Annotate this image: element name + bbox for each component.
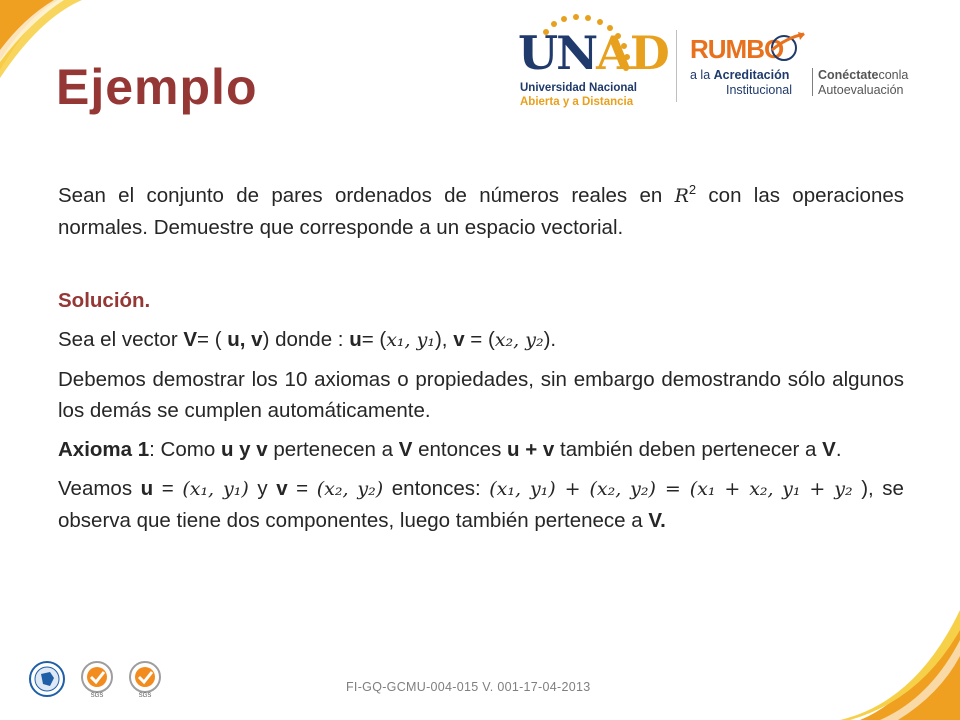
vector-definition (58, 324, 904, 356)
rumbo-line2: Institucional (726, 83, 793, 97)
vec-math-u: x₁, y₁ (386, 328, 435, 351)
vec-text-1: Sea el vector (58, 327, 184, 351)
axiom-1-label: Axioma 1 (58, 437, 150, 461)
unad-word-accent: AD (596, 26, 668, 80)
unad-word-main: UN (518, 26, 597, 80)
rumbo-right-line1 (818, 68, 908, 82)
ax-text-5: . (835, 437, 842, 461)
rumbo-acreditacion-logo (690, 34, 930, 104)
ax-bold-sum: u + v (507, 437, 555, 461)
slide-content (58, 174, 904, 544)
rumbo-right1-bold: Conéctate (818, 68, 879, 82)
ve-math-3: (x₁, y₁) + (x₂, y₂) = (x₁ + x₂, (489, 477, 774, 500)
rumbo-right1-rest: conla (878, 68, 909, 82)
unad-wordmark (518, 26, 668, 80)
ax-text-3: entonces (412, 437, 508, 461)
unad-name-line2: Abierta y a Distancia (520, 96, 634, 108)
vec-text-4: = ( (361, 327, 387, 351)
ve-math-4: y₁ + y₂ (782, 477, 853, 500)
vec-bold-uv: u, v (227, 327, 263, 351)
document-code: FI-GQ-GCMU-004-015 V. 001-17-04-2013 (346, 680, 591, 694)
sgs-seal-1-label: SGS (90, 693, 104, 698)
ve-text-6: ), se observa que tiene dos componentes, luego también pertenece a (58, 476, 904, 532)
rumbo-line1-bold: Acreditación (713, 68, 790, 82)
ax-bold-V2: V (822, 437, 836, 461)
vec-text-7: ). (543, 327, 557, 351)
sgs-certification-seal-icon (78, 660, 116, 698)
globe-swoosh-icon (768, 32, 806, 64)
vec-text-5: ), (434, 327, 454, 351)
ve-math-2: (x₂, y₂) (316, 477, 384, 500)
ve-text-2: = (153, 476, 183, 500)
vec-bold-v: v (453, 327, 465, 351)
ve-text-3: y (248, 476, 277, 500)
problem-statement (58, 174, 904, 243)
vec-bold-V: V (183, 327, 198, 351)
vec-text-6: = ( (464, 327, 495, 351)
ax-text-4: también deben pertenecer a (554, 437, 823, 461)
ax-text-1: : Como (149, 437, 221, 461)
ax-bold-V: V (398, 437, 413, 461)
ve-bold-V: V. (648, 508, 666, 532)
vec-text-3: ) donde : (262, 327, 350, 351)
ve-math-1: (x₁, y₁) (182, 477, 249, 500)
axioms-paragraph: Debemos demostrar los 10 axiomas o propiedades, sin embargo demostrando sólo algunos los demás se cumplen automáticamente. (58, 367, 904, 422)
rumbo-divider (812, 68, 813, 96)
veamos-paragraph (58, 473, 904, 536)
vec-bold-u: u (349, 327, 362, 351)
rumbo-line1-pre: a la (690, 68, 714, 82)
header-logo-divider (676, 30, 677, 102)
ve-bold-v: v (276, 476, 288, 500)
ax-text-2: pertenecen a (267, 437, 399, 461)
sgs-certification-seal-2-icon (126, 660, 164, 698)
unad-name-line1: Universidad Nacional (520, 82, 637, 94)
ve-bold-u: u (140, 476, 154, 500)
vec-text-2: = ( (197, 327, 228, 351)
rumbo-line1 (690, 68, 789, 82)
unad-logo (518, 18, 668, 110)
rumbo-right-line2: Autoevaluación (818, 83, 904, 97)
ve-text-4: = (287, 476, 317, 500)
ve-text-1: Veamos (58, 476, 141, 500)
page-title: Ejemplo (56, 59, 258, 115)
colombia-certification-seal-icon (28, 660, 66, 698)
solution-heading: Solución. (58, 288, 151, 312)
intro-text-2: con las operaciones normales. Demuestre que corresponde a un espacio vectorial. (58, 183, 904, 239)
axiom-1-paragraph (58, 434, 904, 465)
sgs-seal-2-label: SGS (138, 693, 152, 698)
intro-math-r: R (674, 184, 689, 207)
intro-text-1: Sean el conjunto de pares ordenados de números reales en (58, 183, 675, 207)
ve-text-5: entonces: (383, 476, 490, 500)
ax-bold-uyv: u y v (220, 437, 268, 461)
rumbo-wordmark: RUMBO (690, 34, 784, 64)
intro-math-sup: 2 (688, 182, 697, 197)
bottom-right-swoosh-decoration (840, 610, 960, 720)
vec-math-v: x₂, y₂ (494, 328, 544, 351)
